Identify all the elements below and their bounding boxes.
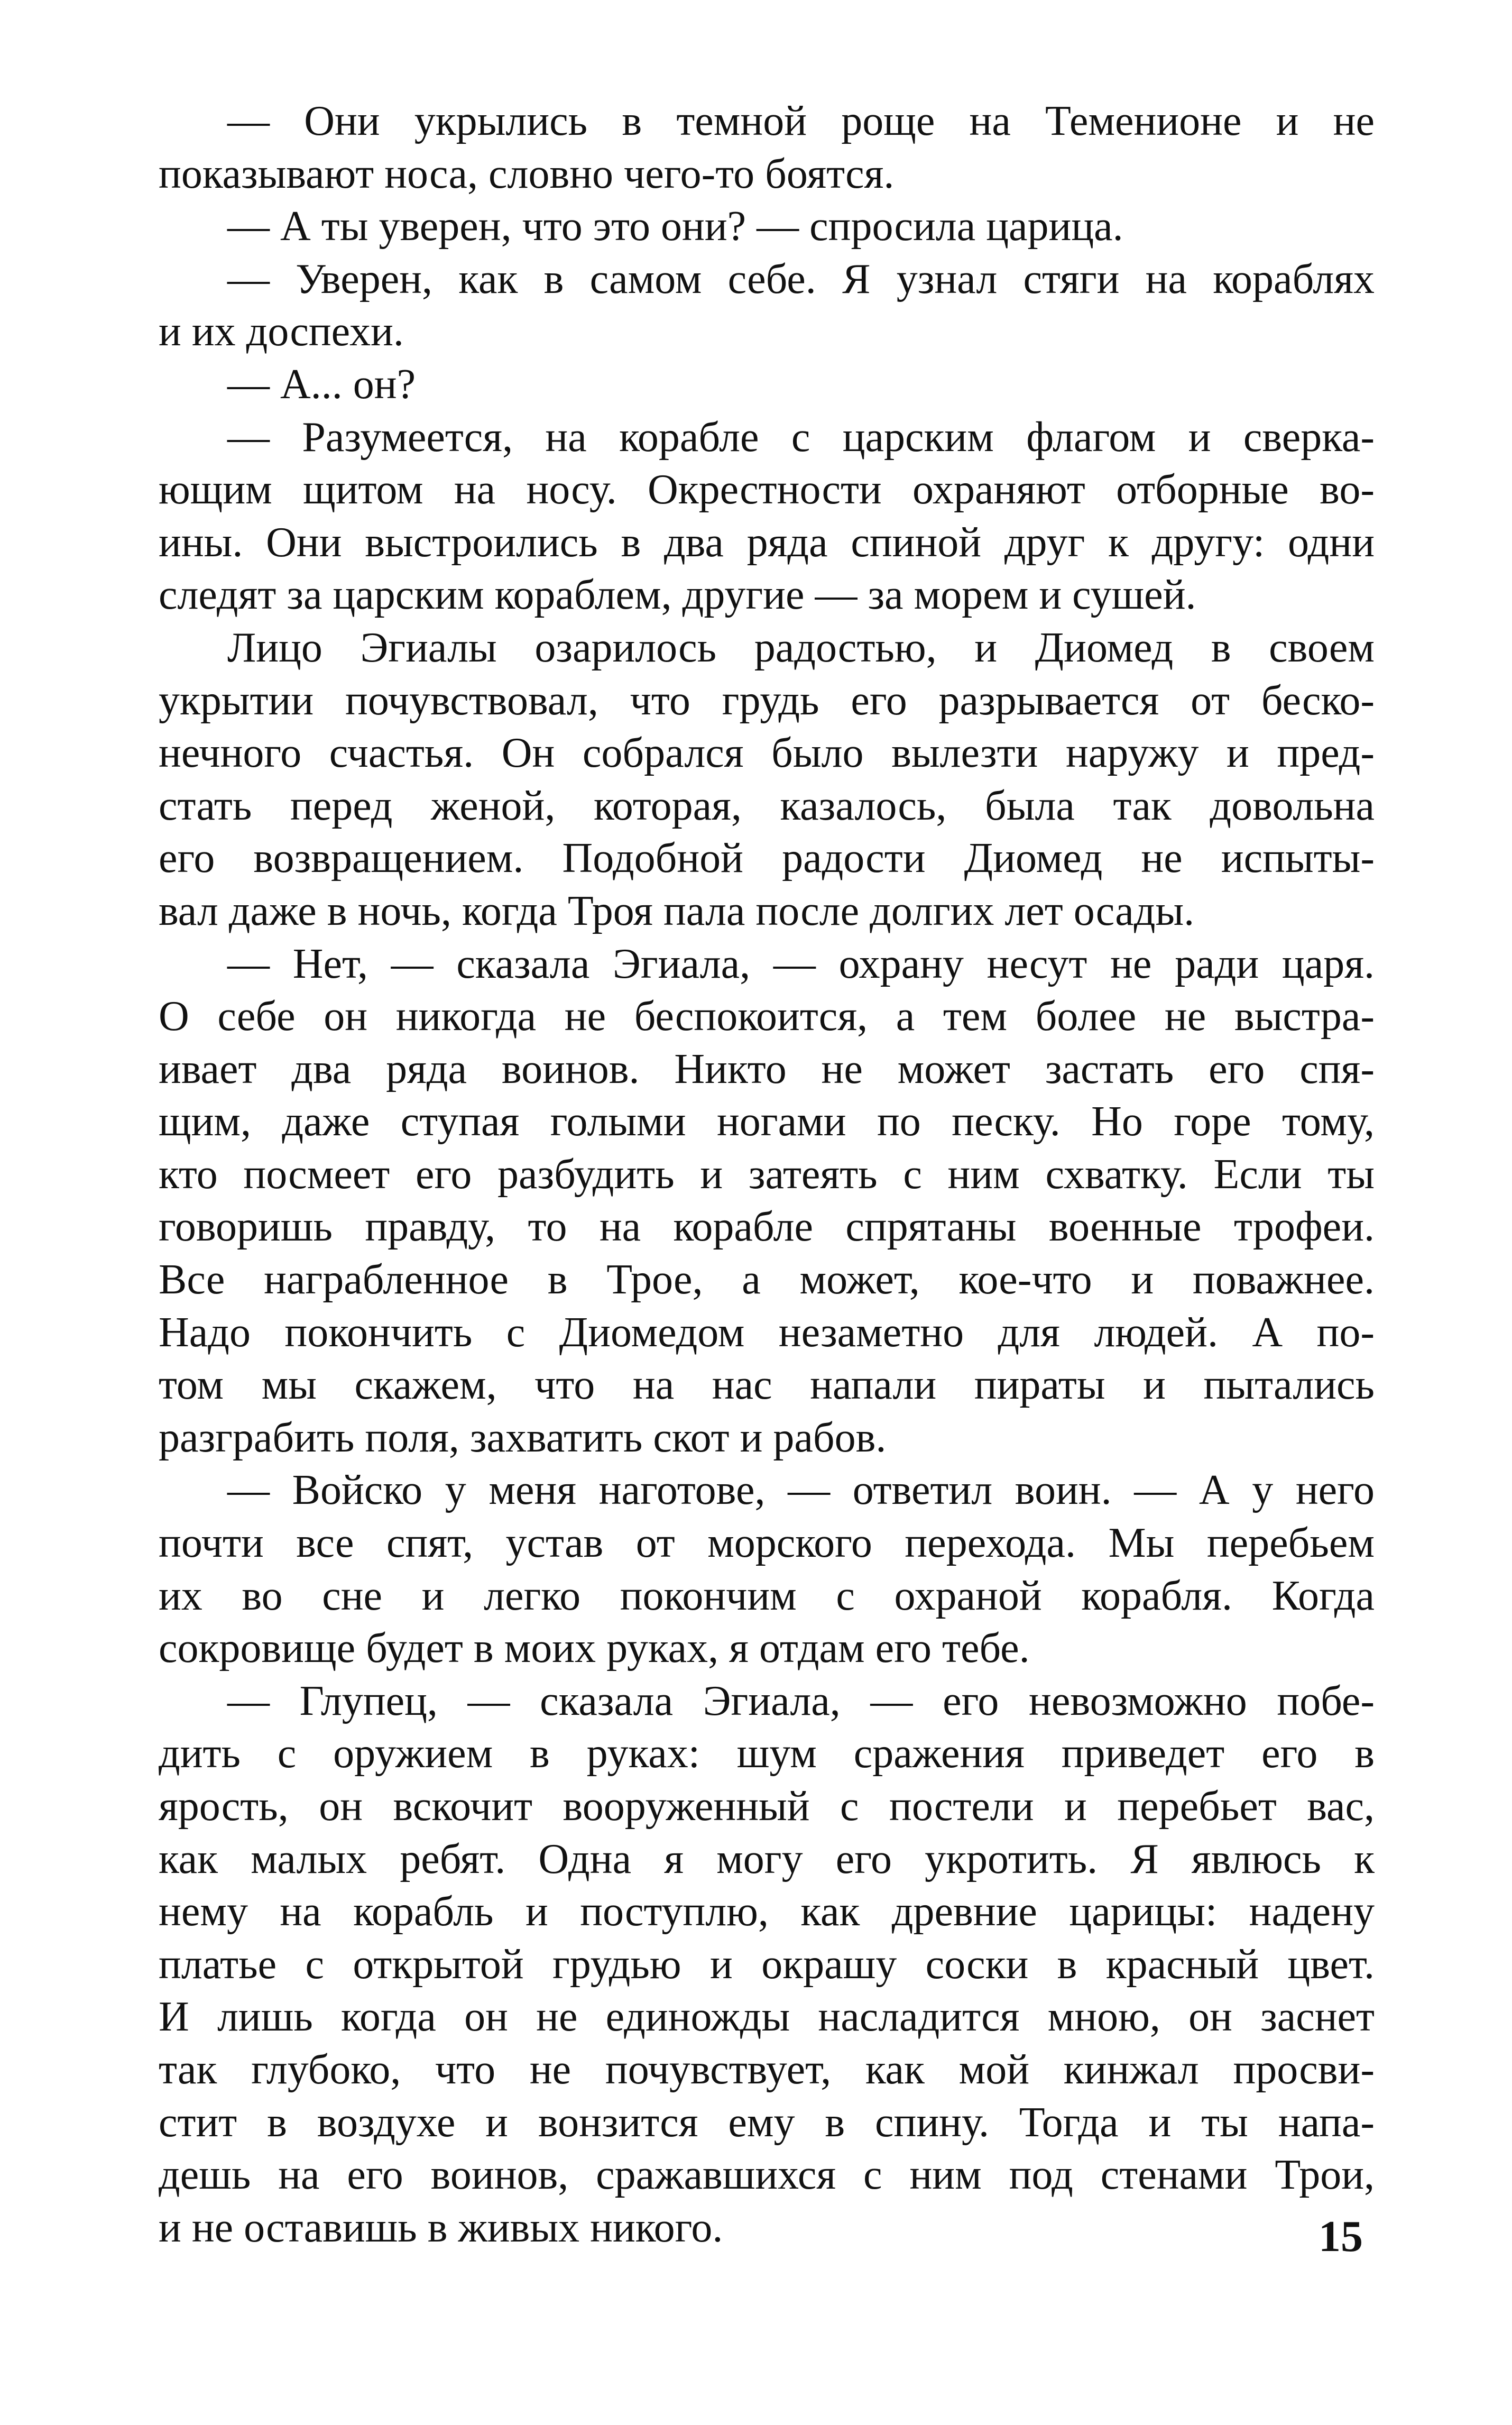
text-line: показывают носа, словно чего-то боятся.: [159, 150, 895, 197]
text-line: — Они укрылись в темной роще на Теменионе и не: [227, 98, 1375, 144]
text-line: говоришь правду, то на корабле спрятаны военные трофеи.: [159, 1204, 1375, 1251]
page-body: [159, 95, 1375, 2254]
text-line: И лишь когда он не единожды насладится мною, он заснет: [159, 1994, 1375, 2041]
page-number: 15: [1319, 2212, 1363, 2261]
text-line: — А... он?: [227, 361, 416, 408]
text-line: почти все спят, устав от морского перехода. Мы перебьем: [159, 1520, 1375, 1567]
text-line: — Войско у меня наготове, — ответил воин. — А у него: [227, 1467, 1375, 1514]
text-line: Надо покончить с Диомедом незаметно для людей. А по-: [159, 1309, 1375, 1356]
text-line: и их доспехи.: [159, 308, 404, 355]
text-line: дить с оружием в руках: шум сражения приведет его в: [159, 1730, 1375, 1777]
text-line: их во сне и легко покончим с охраной корабля. Когда: [159, 1572, 1375, 1619]
text-line: нему на корабль и поступлю, как древние царицы: надену: [159, 1888, 1375, 1935]
text-line: и не оставишь в живых никого.: [159, 2204, 723, 2251]
text-line: ярость, он вскочит вооруженный с постели и перебьет вас,: [159, 1783, 1375, 1830]
text-line: О себе он никогда не беспокоится, а тем более не выстра-: [159, 993, 1375, 1040]
text-line: стать перед женой, которая, казалось, была так довольна: [159, 782, 1375, 829]
text-line: как малых ребят. Одна я могу его укротить. Я явлюсь к: [159, 1835, 1375, 1882]
text-line: том мы скажем, что на нас напали пираты и пытались: [159, 1362, 1375, 1409]
text-line: его возвращением. Подобной радости Диомед не испыты-: [159, 835, 1375, 882]
text-line: Лицо Эгиалы озарилось радостью, и Диомед в своем: [227, 624, 1375, 671]
text-line: — А ты уверен, что это они? — спросила царица.: [227, 203, 1123, 250]
text-line: кто посмеет его разбудить и затеять с ним схватку. Если ты: [159, 1151, 1375, 1198]
text-line: ивает два ряда воинов. Никто не может застать его спя-: [159, 1045, 1375, 1092]
text-line: Все награбленное в Трое, а может, кое-что и поважнее.: [159, 1256, 1375, 1303]
text-line: ины. Они выстроились в два ряда спиной друг к другу: одни: [159, 519, 1375, 566]
text-line: так глубоко, что не почувствует, как мой кинжал просви-: [159, 2046, 1375, 2093]
text-line: щим, даже ступая голыми ногами по песку. Но горе тому,: [159, 1098, 1375, 1145]
text-line: следят за царским кораблем, другие — за морем и сушей.: [159, 572, 1196, 619]
text-line: сокровище будет в моих руках, я отдам его тебе.: [159, 1625, 1030, 1672]
text-line: нечного счастья. Он собрался было вылезти наружу и пред-: [159, 730, 1375, 777]
text-line: — Разумеется, на корабле с царским флагом и сверка-: [227, 414, 1375, 461]
text-line: вал даже в ночь, когда Троя пала после долгих лет осады.: [159, 887, 1195, 934]
text-line: укрытии почувствовал, что грудь его разрывается от беско-: [159, 677, 1375, 724]
text-line: — Нет, — сказала Эгиала, — охрану несут не ради царя.: [227, 940, 1375, 987]
text-line: стит в воздухе и вонзится ему в спину. Тогда и ты напа-: [159, 2099, 1375, 2146]
text-line: дешь на его воинов, сражавшихся с ним под стенами Трои,: [159, 2152, 1375, 2199]
text-line: — Глупец, — сказала Эгиала, — его невозможно побе-: [227, 1677, 1375, 1724]
text-line: разграбить поля, захватить скот и рабов.: [159, 1414, 887, 1461]
text-line: ющим щитом на носу. Окрестности охраняют отборные во-: [159, 466, 1375, 513]
text-line: — Уверен, как в самом себе. Я узнал стяги на кораблях: [227, 255, 1375, 302]
text-line: платье с открытой грудью и окрашу соски в красный цвет.: [159, 1941, 1375, 1988]
